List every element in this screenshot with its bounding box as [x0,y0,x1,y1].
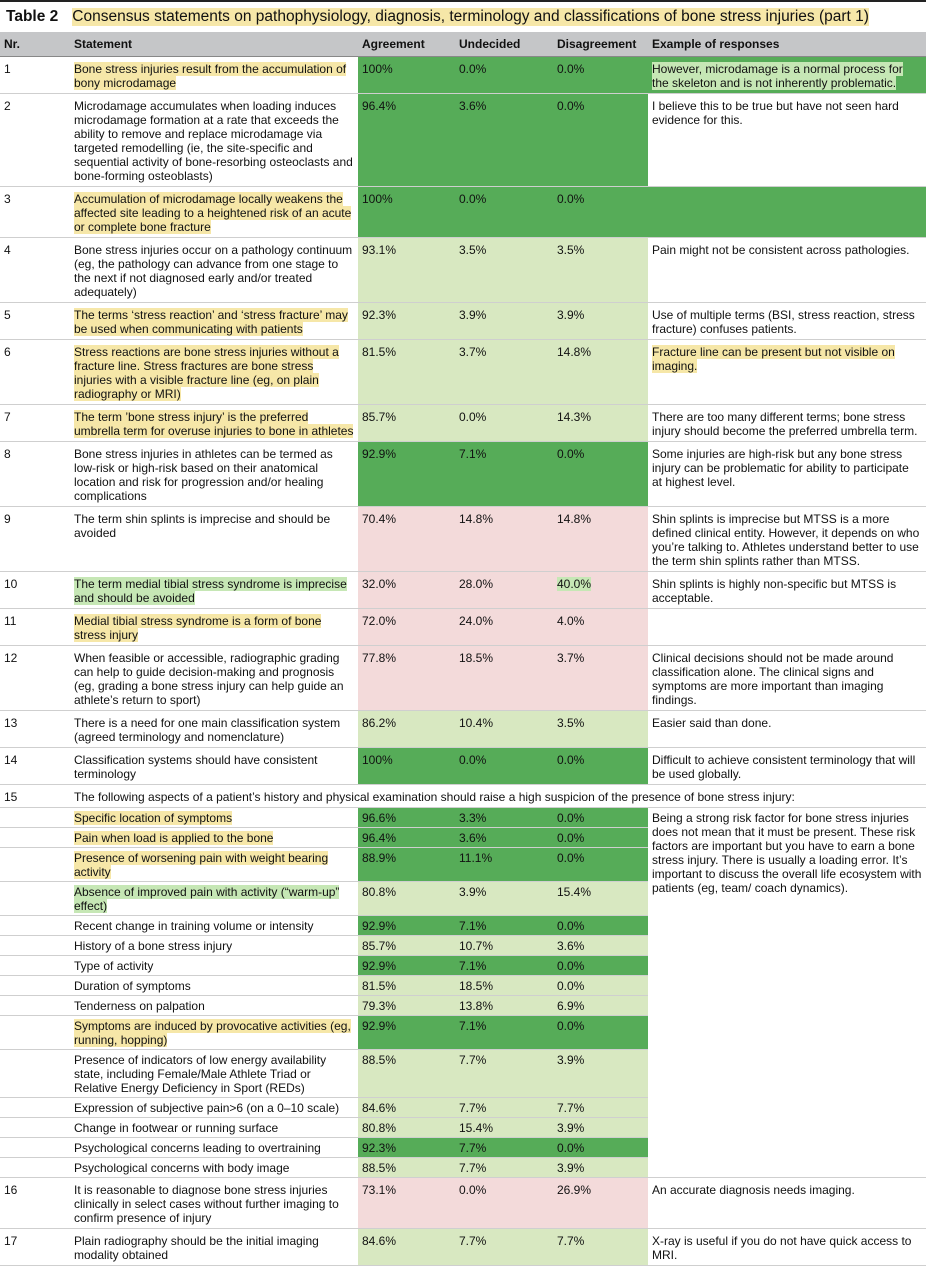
statement-cell: Stress reactions are bone stress injuries without a fracture line. Stress fractures are bone stress injuries with a visible fracture line (eg, on plain radiography or MRI) [74,345,339,401]
agreement-cell: 92.9% [358,956,455,976]
statement-cell: Absence of improved pain with activity (“warm-up” effect) [74,885,340,913]
undecided-cell: 18.5% [455,976,553,996]
disagreement-cell: 0.0% [553,187,648,238]
disagreement-cell: 7.7% [553,1229,648,1266]
undecided-cell: 3.6% [455,828,553,848]
agreement-cell: 79.3% [358,996,455,1016]
undecided-cell: 3.3% [455,808,553,828]
row-nr: 13 [0,711,70,748]
table-row [0,646,926,711]
row-nr: 16 [0,1178,70,1229]
undecided-cell: 0.0% [455,405,553,442]
undecided-cell: 7.1% [455,1016,553,1050]
statement-cell: The term shin splints is imprecise and should be avoided [70,507,358,572]
undecided-cell: 0.0% [455,748,553,785]
agreement-cell: 84.6% [358,1229,455,1266]
disagreement-cell: 3.7% [553,646,648,711]
agreement-cell: 96.6% [358,808,455,828]
agreement-cell: 70.4% [358,507,455,572]
row-nr: 11 [0,609,70,646]
row-nr: 8 [0,442,70,507]
disagreement-cell: 14.8% [553,507,648,572]
example-cell: Some injuries are high-risk but any bone stress injury can be problematic for ability to participate at highest level. [648,442,926,507]
agreement-cell: 100% [358,187,455,238]
table-row [0,94,926,187]
table-row [0,785,926,808]
statement-cell: Bone stress injuries occur on a pathology continuum (eg, the pathology can advance from one stage to the next if not diagnosed early and/or treated adequately) [70,238,358,303]
undecided-cell: 11.1% [455,848,553,882]
statement-cell: Medial tibial stress syndrome is a form of bone stress injury [74,614,322,642]
example-cell: X-ray is useful if you do not have quick access to MRI. [648,1229,926,1266]
undecided-cell: 3.7% [455,340,553,405]
undecided-cell: 15.4% [455,1118,553,1138]
statement-cell: Type of activity [70,956,358,976]
example-cell: Fracture line can be present but not visible on imaging. [652,345,895,373]
agreement-cell: 92.9% [358,442,455,507]
row-nr: 3 [0,187,70,238]
header-statement: Statement [70,32,358,57]
statement-cell: Plain radiography should be the initial imaging modality obtained [70,1229,358,1266]
agreement-cell: 77.8% [358,646,455,711]
row-nr: 4 [0,238,70,303]
agreement-cell: 100% [358,748,455,785]
statement-cell: Presence of indicators of low energy availability state, including Female/Male Athlete Triad or Relative Energy Deficiency in Sport (REDs) [70,1050,358,1098]
example-cell [648,187,926,238]
undecided-cell: 3.5% [455,238,553,303]
agreement-cell: 72.0% [358,609,455,646]
disagreement-cell: 3.9% [553,1118,648,1138]
disagreement-cell: 14.8% [553,340,648,405]
disagreement-cell: 0.0% [553,748,648,785]
undecided-cell: 3.6% [455,94,553,187]
disagreement-cell: 3.9% [553,1158,648,1178]
disagreement-cell: 0.0% [553,1138,648,1158]
agreement-cell: 73.1% [358,1178,455,1229]
undecided-cell: 7.1% [455,442,553,507]
statement-cell: Tenderness on palpation [70,996,358,1016]
undecided-cell: 10.7% [455,936,553,956]
undecided-cell: 18.5% [455,646,553,711]
statement-cell: Duration of symptoms [70,976,358,996]
statement-cell: The term ’bone stress injury’ is the preferred umbrella term for overuse injuries to bone in athletes [74,410,354,438]
disagreement-cell: 3.9% [553,1050,648,1098]
undecided-cell: 14.8% [455,507,553,572]
example-cell: Clinical decisions should not be made around classification alone. The clinical signs and symptoms are more important than imaging findings. [648,646,926,711]
undecided-cell: 7.1% [455,956,553,976]
row-nr: 17 [0,1229,70,1266]
undecided-cell: 0.0% [455,1178,553,1229]
row-nr: 9 [0,507,70,572]
header-undecided: Undecided [455,32,553,57]
example-cell: Difficult to achieve consistent terminology that will be used globally. [648,748,926,785]
row-nr: 5 [0,303,70,340]
statement-cell: History of a bone stress injury [70,936,358,956]
statement-cell: Pain when load is applied to the bone [74,831,274,845]
agreement-cell: 92.9% [358,1016,455,1050]
row-nr: 6 [0,340,70,405]
agreement-cell: 88.5% [358,1050,455,1098]
row-nr: 2 [0,94,70,187]
table-row [0,711,926,748]
undecided-cell: 10.4% [455,711,553,748]
disagreement-cell: 40.0% [557,577,592,591]
undecided-cell: 7.7% [455,1229,553,1266]
statement-cell: Recent change in training volume or intensity [70,916,358,936]
statement-cell: Expression of subjective pain>6 (on a 0–10 scale) [70,1098,358,1118]
agreement-cell: 80.8% [358,1118,455,1138]
table-row [0,748,926,785]
example-cell: Pain might not be consistent across pathologies. [648,238,926,303]
undecided-cell: 0.0% [455,57,553,94]
row-nr: 1 [0,57,70,94]
disagreement-cell: 6.9% [553,996,648,1016]
disagreement-cell: 3.5% [553,238,648,303]
example-cell: An accurate diagnosis needs imaging. [648,1178,926,1229]
example-cell [648,609,926,646]
table-row [0,507,926,572]
statement-cell: Specific location of symptoms [74,811,233,825]
undecided-cell: 7.7% [455,1098,553,1118]
example-cell: Use of multiple terms (BSI, stress reaction, stress fracture) confuses patients. [648,303,926,340]
group-statement: The following aspects of a patient’s history and physical examination should raise a high suspicion of the presence of bone stress injury: [74,790,795,804]
agreement-cell: 85.7% [358,405,455,442]
statement-cell: The terms ‘stress reaction’ and ‘stress fracture’ may be used when communicating with patients [74,308,348,336]
example-cell: However, microdamage is a normal process for the skeleton and is not inherently problematic. [652,62,903,90]
undecided-cell: 24.0% [455,609,553,646]
header-nr: Nr. [0,32,70,57]
statement-cell: Accumulation of microdamage locally weakens the affected site leading to a heightened risk of an acute or complete bone fracture [74,192,352,234]
header-row [0,32,926,57]
table-row [0,609,926,646]
undecided-cell: 7.7% [455,1138,553,1158]
table-row [0,808,926,828]
disagreement-cell: 0.0% [553,956,648,976]
agreement-cell: 81.5% [358,340,455,405]
agreement-cell: 84.6% [358,1098,455,1118]
statement-cell: It is reasonable to diagnose bone stress injuries clinically in select cases without further imaging to confirm presence of injury [70,1178,358,1229]
undecided-cell: 28.0% [455,572,553,609]
statement-cell: Bone stress injuries result from the accumulation of bony microdamage [74,62,347,90]
example-cell: Shin splints is highly non-specific but MTSS is acceptable. [648,572,926,609]
table-row [0,572,926,609]
disagreement-cell: 0.0% [553,916,648,936]
undecided-cell: 7.7% [455,1158,553,1178]
agreement-cell: 88.5% [358,1158,455,1178]
statement-cell: Symptoms are induced by provocative activities (eg, running, hopping) [74,1019,351,1047]
agreement-cell: 92.3% [358,1138,455,1158]
example-cell: There are too many different terms; bone stress injury should become the preferred umbrella term. [648,405,926,442]
row-nr: 10 [0,572,70,609]
undecided-cell: 0.0% [455,187,553,238]
agreement-cell: 32.0% [358,572,455,609]
disagreement-cell: 0.0% [553,442,648,507]
agreement-cell: 81.5% [358,976,455,996]
table-title: Consensus statements on pathophysiology, diagnosis, terminology and classifications of bone stress injuries (part 1) [72,8,869,25]
table-label: Table 2 [6,8,59,25]
row-nr: 7 [0,405,70,442]
disagreement-cell: 0.0% [553,808,648,828]
disagreement-cell: 3.5% [553,711,648,748]
example-cell: Easier said than done. [648,711,926,748]
undecided-cell: 3.9% [455,303,553,340]
agreement-cell: 92.3% [358,303,455,340]
disagreement-cell: 0.0% [553,828,648,848]
header-example: Example of responses [648,32,926,57]
disagreement-cell: 0.0% [553,976,648,996]
statement-cell: Presence of worsening pain with weight bearing activity [74,851,329,879]
agreement-cell: 88.9% [358,848,455,882]
row-nr: 14 [0,748,70,785]
disagreement-cell: 0.0% [553,57,648,94]
table-row [0,57,926,94]
disagreement-cell: 14.3% [553,405,648,442]
table-row [0,303,926,340]
statement-cell: Psychological concerns leading to overtraining [70,1138,358,1158]
consensus-table [0,32,926,1266]
table-row [0,340,926,405]
disagreement-cell: 0.0% [553,94,648,187]
table-row [0,1229,926,1266]
agreement-cell: 93.1% [358,238,455,303]
statement-cell: Bone stress injuries in athletes can be termed as low-risk or high-risk based on their anatomical location and risk for progression and/or healing complications [70,442,358,507]
table-caption [0,0,926,32]
table-row [0,1178,926,1229]
example-cell: I believe this to be true but have not seen hard evidence for this. [648,94,926,187]
table-row [0,238,926,303]
disagreement-cell: 3.9% [553,303,648,340]
statement-cell: Classification systems should have consistent terminology [70,748,358,785]
agreement-cell: 86.2% [358,711,455,748]
disagreement-cell: 0.0% [553,848,648,882]
disagreement-cell: 3.6% [553,936,648,956]
disagreement-cell: 0.0% [553,1016,648,1050]
undecided-cell: 7.1% [455,916,553,936]
disagreement-cell: 15.4% [553,882,648,916]
table-row [0,442,926,507]
table-row [0,405,926,442]
statement-cell [70,785,926,808]
row-nr: 15 [0,785,70,808]
undecided-cell: 13.8% [455,996,553,1016]
disagreement-cell: 4.0% [553,609,648,646]
statement-cell: Psychological concerns with body image [70,1158,358,1178]
agreement-cell: 92.9% [358,916,455,936]
agreement-cell: 85.7% [358,936,455,956]
agreement-cell: 80.8% [358,882,455,916]
statement-cell: Microdamage accumulates when loading induces microdamage formation at a rate that exceeds the ability to remove and replace microdamage via targeted remodelling (ie, the site-specific and sequential activity of bone-resorbing osteoclasts and bone-forming osteoblasts) [70,94,358,187]
agreement-cell: 96.4% [358,94,455,187]
disagreement-cell: 7.7% [553,1098,648,1118]
statement-cell: When feasible or accessible, radiographic grading can help to guide decision-making and prognosis (eg, grading a bone stress injury can help guide an athlete’s return to sport) [70,646,358,711]
statement-cell: There is a need for one main classification system (agreed terminology and nomenclature) [70,711,358,748]
undecided-cell: 7.7% [455,1050,553,1098]
table-row [0,187,926,238]
example-cell: Being a strong risk factor for bone stress injuries does not mean that it must be present. These risk factors are important but you have to earn a bone stress injury. There is usually a loading error. It’s important to discuss the overall life ecosystem with patients (eg, team/ coach dynamics). [648,808,926,1178]
header-agreement: Agreement [358,32,455,57]
disagreement-cell: 26.9% [553,1178,648,1229]
agreement-cell: 96.4% [358,828,455,848]
undecided-cell: 3.9% [455,882,553,916]
header-disagreement: Disagreement [553,32,648,57]
row-nr: 12 [0,646,70,711]
statement-cell: The term medial tibial stress syndrome is imprecise and should be avoided [74,577,347,605]
agreement-cell: 100% [358,57,455,94]
statement-cell: Change in footwear or running surface [70,1118,358,1138]
example-cell: Shin splints is imprecise but MTSS is a more defined clinical entity. However, it depends on who you’re talking to. Athletes understand better to use the term shin splints rather than MTSS. [648,507,926,572]
